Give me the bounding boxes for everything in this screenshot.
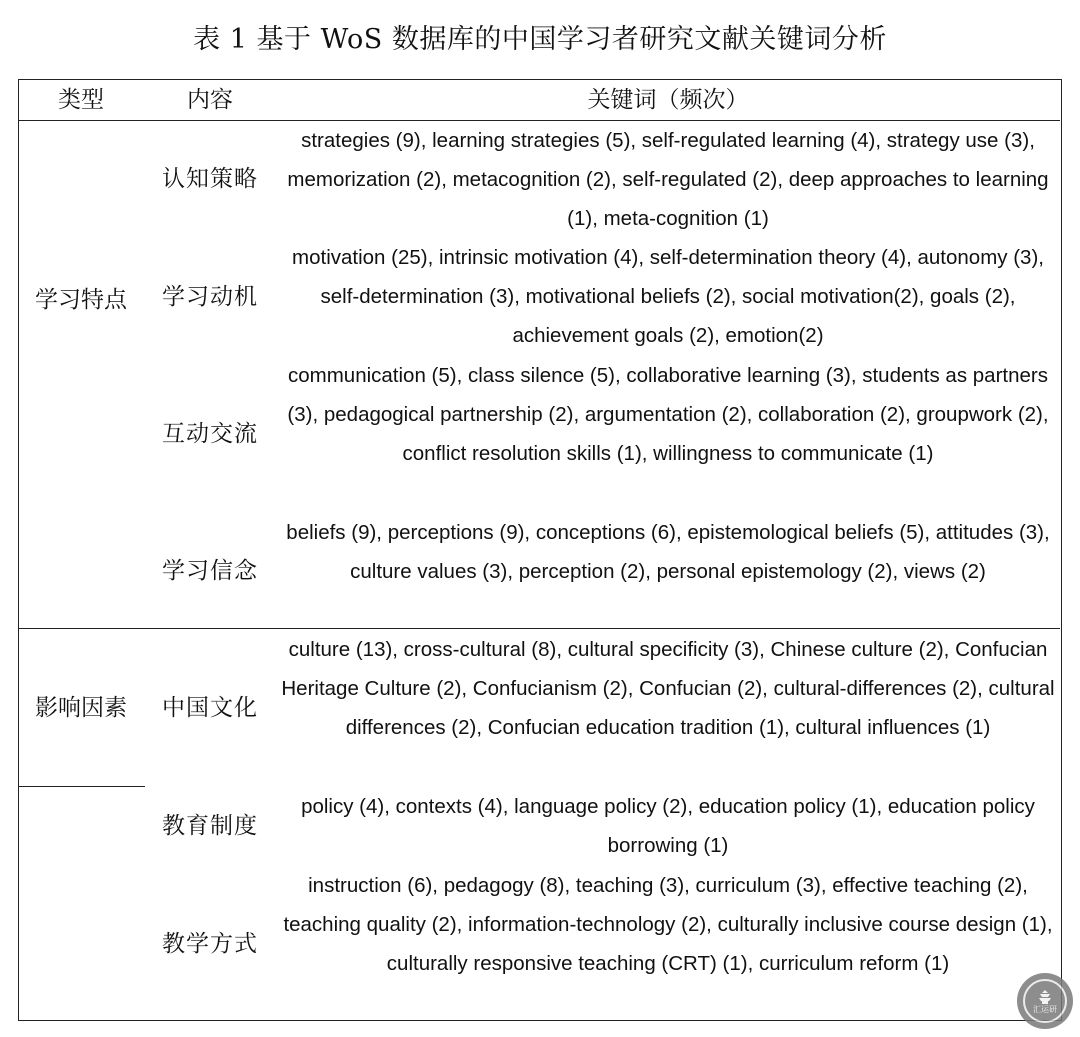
- pagoda-glyph-icon: [1036, 989, 1054, 1005]
- keywords-education-system: policy (4), contexts (4), language policy (2), education policy (1), education policy borrowing (1): [301, 795, 1035, 858]
- content-cognitive-strategies: 认知策略: [162, 166, 258, 192]
- keywords-chinese-culture: culture (13), cross-cultural (8), cultural specificity (3), Chinese culture (2), Confucian Heritage Culture (2), Confucianism (2), Confucian (2), cultural-differences (2), cultural differences (2), Confucian education tradition (1), cultural influences (1): [281, 638, 1055, 740]
- watermark-text: 汇运研: [1033, 1004, 1057, 1014]
- keywords-learning-motivation: motivation (25), intrinsic motivation (4), self-determination theory (4), autonomy (3), self-determination (3), motivational beliefs (2), social motivation(2), goals (2), achievement goals (2), emotion(2): [292, 246, 1044, 348]
- content-chinese-culture: 中国文化: [162, 695, 258, 721]
- keywords-cognitive-strategies: strategies (9), learning strategies (5), self-regulated learning (4), strategy use (3), memorization (2), metacognition (2), self-regulated (2), deep approaches to learning (1), meta-cognition (1): [287, 129, 1049, 231]
- content-interaction: 互动交流: [162, 421, 258, 447]
- pagoda-icon: [1023, 979, 1067, 1023]
- watermark-seal: [1017, 973, 1073, 1029]
- category-learning-features: 学习特点: [35, 287, 127, 313]
- content-education-system: 教育制度: [162, 813, 258, 839]
- keywords-teaching-methods: instruction (6), pedagogy (8), teaching (3), curriculum (3), effective teaching (2), teaching quality (2), information-technology (2), culturally inclusive course design (1), culturally responsive teaching (CRT) (1), curriculum reform (1): [283, 874, 1053, 976]
- category-divider: [19, 628, 1060, 629]
- category-influencing-factors: 影响因素: [35, 695, 127, 721]
- partial-divider: [19, 786, 145, 787]
- keywords-interaction: communication (5), class silence (5), collaborative learning (3), students as partners (3), pedagogical partnership (2), argumentation (2), collaboration (2), groupwork (2), conflict resolution skills (1), willingness to communicate (1): [287, 364, 1049, 466]
- keywords-learning-beliefs: beliefs (9), perceptions (9), conceptions (6), epistemological beliefs (5), attitudes (3), culture values (3), perception (2), personal epistemology (2), views (2): [286, 521, 1050, 584]
- table-title: 表 1 基于 WoS 数据库的中国学习者研究文献关键词分析: [193, 24, 887, 55]
- header-keywords: 关键词（频次）: [587, 87, 749, 113]
- keyword-table: [18, 79, 1062, 1021]
- content-learning-beliefs: 学习信念: [162, 558, 258, 584]
- content-learning-motivation: 学习动机: [162, 284, 258, 310]
- header-content: 内容: [187, 87, 233, 113]
- content-teaching-methods: 教学方式: [162, 931, 258, 957]
- header-type: 类型: [58, 87, 104, 113]
